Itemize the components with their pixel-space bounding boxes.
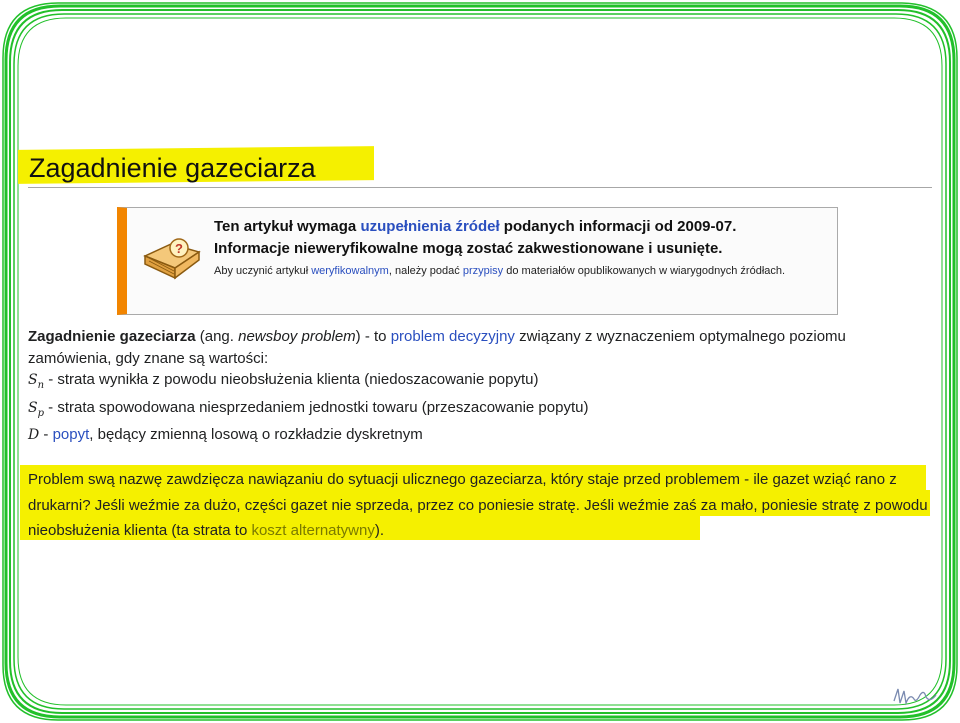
notice-box (117, 207, 838, 315)
opportunity-cost-link[interactable]: koszt alternatywny (251, 522, 375, 539)
signature-mark (890, 683, 940, 709)
svg-text:?: ? (175, 241, 183, 256)
highlighted-paragraph: Problem swą nazwę zawdzięcza nawiązaniu do sytuacji ulicznego gazeciarza, który staje przed problemem - ile gazet wziąć rano z drukarni? Jeśli weźmie za dużo, części gazet nie sprzeda, przez co poniesie stratę. Jeśli weźmie zaś za mało, poniesie stratę z powodu nieobsłużenia klienta (ta strata to koszt alternatywny). (28, 471, 928, 539)
notice-line-2: Informacje nieweryfikowalne mogą zostać zakwestionowane i usunięte. (214, 240, 723, 257)
demand-link[interactable]: popyt (52, 426, 90, 443)
definition-sp: $S_p$ - strata spowodowana niesprzedaniem jednostki towaru (przeszacowanie popytu) (28, 398, 589, 419)
definition-sn: $S_n$ - strata wynikła z powodu nieobsłużenia klienta (niedoszacowanie popytu) (28, 371, 539, 391)
notice-small-text: Aby uczynić artykuł weryfikowalnym, należy podać przypisy do materiałów opublikowanych w wiarygodnych źródłach. (214, 265, 786, 277)
decision-problem-link[interactable]: problem decyzyjny (390, 328, 515, 345)
title-divider (28, 187, 932, 188)
footnotes-link[interactable]: przypisy (462, 265, 504, 277)
article-body (28, 326, 928, 447)
notice-line-1: Ten artykuł wymaga uzupełnienia źródeł podanych informacji od 2009-07. (214, 218, 737, 235)
title-block (18, 148, 932, 184)
definition-d: D - popyt, będący zmienną losową o rozkładzie dyskretnym (28, 426, 423, 443)
intro-paragraph: Zagadnienie gazeciarza (ang. newsboy problem) - to problem decyzyjny związany z wyznaczeniem optymalnego poziomu zamówienia, gdy znane są wartości: (28, 328, 846, 367)
page-title: Zagadnienie gazeciarza (29, 153, 316, 183)
verifiable-link[interactable]: weryfikowalnym (311, 265, 389, 277)
sources-link[interactable]: uzupełnienia źródeł (360, 218, 500, 235)
question-book-icon (141, 230, 203, 286)
